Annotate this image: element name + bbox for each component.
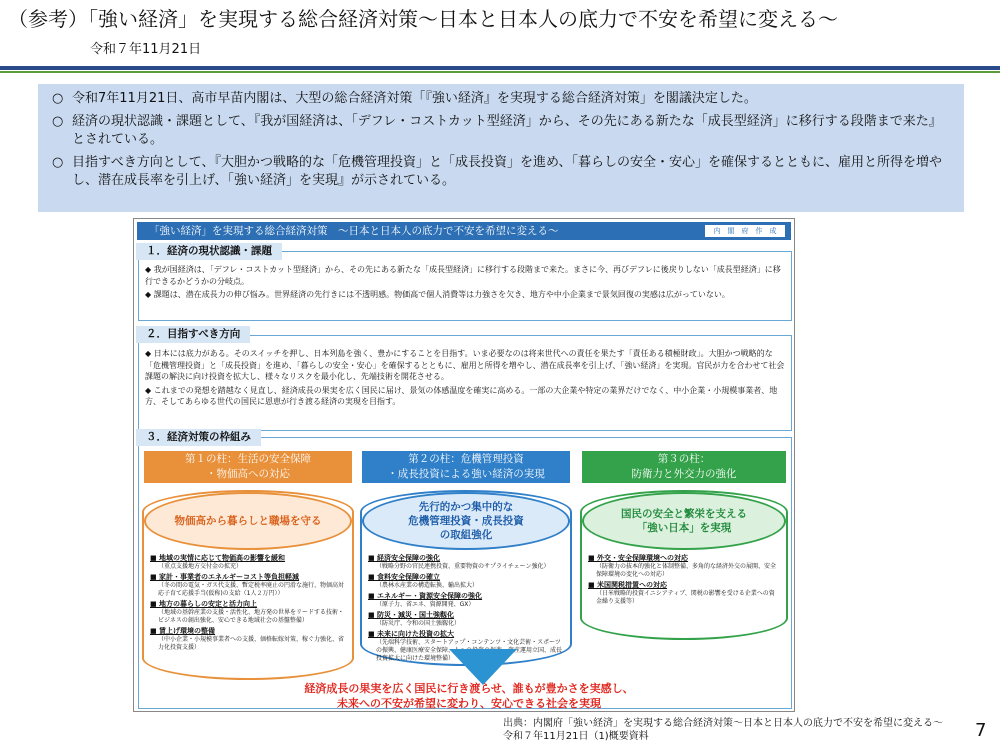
pillar-item-detail: （先端科学技術、スタートアップ・コンテンツ・文化芸術・スポーツの振興、健康医療安全保障、人への投資の促進、資産運用立国、成長投資拡大に向けた環境整備） xyxy=(376,639,563,662)
cabinet-office-badge: 内 閣 府 作 成 xyxy=(705,225,785,237)
section-title: ３．経済対策の枠組み xyxy=(136,429,261,446)
pillar-item-detail: （中小企業・小規模事業者への支援、価格転嫁対策、稼ぐ力強化、省力化投資支援） xyxy=(158,636,345,651)
section-current-status xyxy=(138,251,792,321)
pillar-item-detail: （原子力、省エネ、資源開発、GX） xyxy=(376,601,475,608)
conclusion-text: 経済成長の果実を広く国民に行き渡らせ、誰もが豊かさを実感し、 未来への不安が希望に変わり、安心できる社会を実現 xyxy=(304,682,634,710)
section-title: １．経済の現状認識・課題 xyxy=(136,243,282,260)
page-date: 令和７年11月21日 xyxy=(90,42,202,57)
pillar-item: ■ 防災・減災・国土強靱化 xyxy=(368,611,455,619)
page-number: 7 xyxy=(975,720,987,741)
pillar-item: ■ 地方の暮らしの安定と活力向上 xyxy=(150,600,258,608)
pillar-item-detail: （地域の基幹産業の支援・活性化、地方発の世界をリードする技術・ビジネスの創出強化、安心できる地域社会の基盤整備） xyxy=(158,609,344,624)
pillar-item: ■ 賃上げ環境の整備 xyxy=(150,627,216,635)
bullet-text: 令和7年11月21日、高市早苗内閣は、大型の総合経済対策「『強い経済』を実現する総合経済対策」を閣議決定した。 xyxy=(72,91,757,106)
pillar-item: ■ 外交・安全保障環境への対応 xyxy=(588,554,689,562)
pillar-3-cylinder xyxy=(580,490,788,640)
pillar-item-detail: （防衛力の抜本的強化と体制整備、多角的な経済外交の展開、安全保障環境の変化への対応） xyxy=(596,563,777,578)
pillar-item-detail: （日米戦略的投資イニシアティブ、関税の影響を受ける企業への資金繰り支援等） xyxy=(596,590,775,605)
pillar-item: ■ 地域の実情に応じて物価高の影響を緩和 xyxy=(150,554,286,562)
pillar-2-cylinder xyxy=(360,490,572,666)
pillar-1-label: 第１の柱：生活の安全保障 ・物価高への対応 xyxy=(144,451,352,483)
pillar-2-label: 第２の柱：危機管理投資 ・成長投資による強い経済の実現 xyxy=(362,451,570,483)
pillar-1-heading: 物価高から暮らしと職場を守る xyxy=(144,492,352,550)
summary-bullet xyxy=(52,154,950,190)
pillar-item: ■ 経済安全保障の強化 xyxy=(368,554,441,562)
pillar-1-cylinder xyxy=(142,490,354,680)
summary-bullet xyxy=(52,90,950,108)
pillar-item: ■ エネルギー・資源安全保障の強化 xyxy=(368,592,483,600)
bullet-mark: ○ xyxy=(52,114,64,129)
pillar-item-detail: （冬の間の電気・ガス代支援、暫定税率廃止の円滑な施行、物価高対応子育て応援手当(仮称)の支給（1人２万円）） xyxy=(158,582,345,597)
section-direction xyxy=(138,335,792,431)
source-note: 出典：内閣府「強い経済」を実現する総合経済対策～日本と日本人の底力で不安を希望に変える～ 令和７年11月21日（1)概要資料 xyxy=(503,718,943,742)
bullet-mark: ○ xyxy=(52,155,64,170)
section-item: ◆ 日本には底力がある。そのスイッチを押し、日本列島を強く、豊かにすることを目指す。いま必要なのは将来世代への責任を果たす「責任ある積極財政」。大胆かつ戦略的な「危機管理投資」と「成長投資」を進め、「暮らしの安全・安心」を確保するとともに、雇用と所得を増やし、潜在成長率を引上げ、「強い経済」を実現。官民が力を合わせて社会課題の解決に向け投資を拡大し、様々なリスクを最小化し、先端技術を開花させる。 xyxy=(145,349,785,381)
divider-green xyxy=(0,71,1000,73)
bullet-text: 経済の現状認識・課題として、『我が国経済は、「デフレ・コストカット型経済」から、その先にある新たな「成長型経済」に移行する段階まで来た』とされている。 xyxy=(72,114,942,147)
policy-overview-figure xyxy=(133,218,795,712)
divider-blue xyxy=(0,66,1000,70)
section-item: ◆ 課題は、潜在成長力の伸び悩み。世界経済の先行きには不透明感。物価高で個人消費等は力強さを欠き、地方や中小企業まで景気回復の実感は広がっていない。 xyxy=(145,290,730,299)
pillar-item: ■ 家計・事業者のエネルギーコスト等負担軽減 xyxy=(150,573,300,581)
summary-box xyxy=(38,84,964,212)
section-item: ◆ 我が国経済は、「デフレ・コストカット型経済」から、その先にある新たな「成長型経済」に移行する段階まで来た。まさに今、再びデフレに後戻りしない「成長型経済」に移行できるかどうかの分岐点。 xyxy=(145,265,781,286)
pillar-item: ■ 米国関税措置への対応 xyxy=(588,581,668,589)
section-item: ◆ これまでの発想を踏越なく見直し、経済成長の果実を広く国民に届け、景気の体感温度を確実に高める。一部の大企業や特定の業界だけでなく、中小企業・小規模事業者、地方、そしてあらゆる世代の国民に恩恵が行き渡る経済の実現を目指す。 xyxy=(145,385,778,406)
bullet-text: 目指すべき方向として、『大胆かつ戦略的な「危機管理投資」と「成長投資」を進め、「暮らしの安全・安心」を確保するとともに、雇用と所得を増やし、潜在成長率を引上げ、「強い経済」を実現』が示されている。 xyxy=(72,155,942,188)
figure-header xyxy=(137,222,791,240)
summary-bullet xyxy=(52,113,950,149)
page-title: （参考）「強い経済」を実現する総合経済対策～日本と日本人の底力で不安を希望に変える～ xyxy=(8,7,838,31)
pillar-item-detail: （重点支援地方交付金の拡充） xyxy=(158,563,243,570)
down-arrow xyxy=(449,649,517,685)
pillar-item-detail: （戦略分野の官民連携投資、重要物資のサプライチェーン強化） xyxy=(376,563,550,570)
figure-header-text: 「強い経済」を実現する総合経済対策 ～日本と日本人の底力で不安を希望に変える～ xyxy=(149,225,559,237)
pillar-item-detail: （農林水産業の構造転換、輸出拡大） xyxy=(376,582,479,589)
pillar-3-label: 第３の柱： 防衛力と外交力の強化 xyxy=(582,451,786,483)
bullet-mark: ○ xyxy=(52,91,64,106)
pillar-2-heading: 先行的かつ集中的な 危機管理投資・成長投資 の取組強化 xyxy=(362,492,570,550)
pillar-item: ■ 未来に向けた投資の拡大 xyxy=(368,630,455,638)
section-title: ２．目指すべき方向 xyxy=(136,326,250,343)
pillar-item: ■ 食料安全保障の確立 xyxy=(368,573,441,581)
pillar-3-heading: 国民の安全と繁栄を支える 「強い日本」を実現 xyxy=(582,492,786,550)
pillar-item-detail: （防災庁、令和の国土強靱化） xyxy=(376,620,461,627)
